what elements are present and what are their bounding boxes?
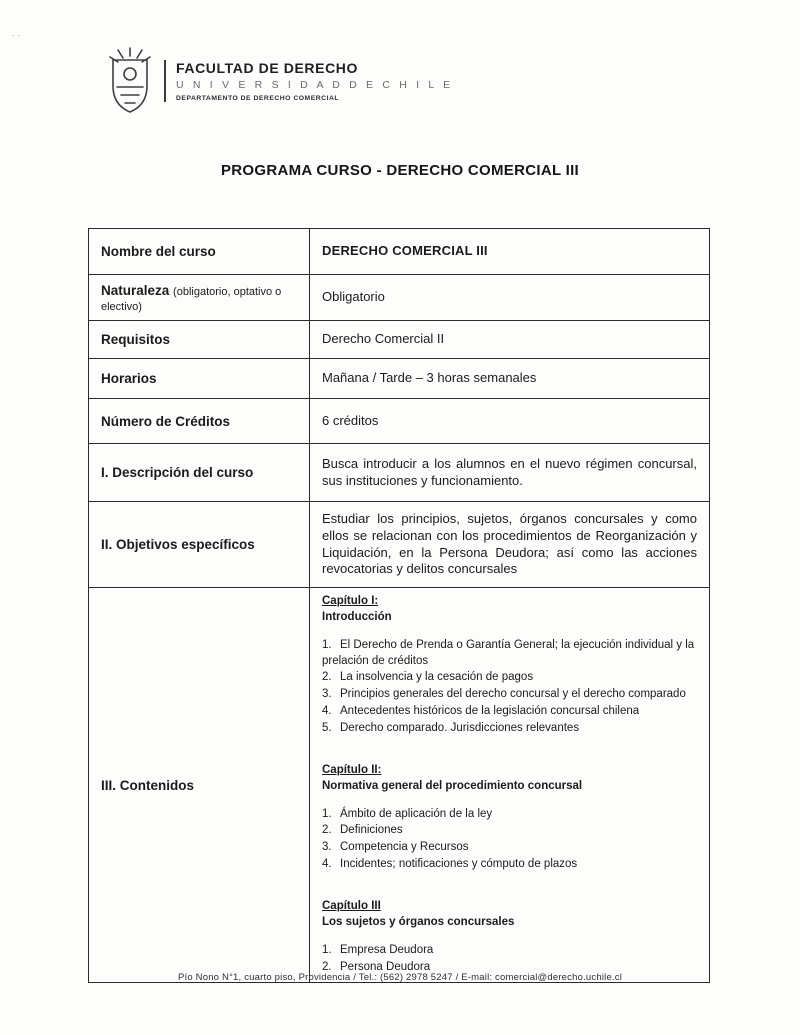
chapter-block bbox=[322, 899, 697, 975]
row-value: 6 créditos bbox=[310, 399, 710, 444]
chapter-item: 3. Principios generales del derecho concursal y el derecho comparado bbox=[322, 688, 686, 701]
chapter-item: 1. Ámbito de aplicación de la ley bbox=[322, 807, 493, 820]
row-label: I. Descripción del curso bbox=[89, 444, 310, 502]
chapter-subtitle: Normativa general del procedimiento concursal bbox=[322, 779, 583, 792]
table-row-requisitos bbox=[89, 321, 710, 359]
row-value: Estudiar los principios, sujetos, órganos concursales y como ellos se relacionan con los procedimientos de Reorganización y Liquidación, en la Persona Deudora; así como las acciones revocatorias y delitos concursales bbox=[310, 502, 710, 588]
chapter-title: Capítulo II: bbox=[322, 763, 382, 776]
contenidos-chapters bbox=[322, 594, 697, 975]
row-label bbox=[89, 275, 310, 321]
chapter-subtitle: Los sujetos y órganos concursales bbox=[322, 915, 515, 928]
chapter-item: 3. Competencia y Recursos bbox=[322, 841, 469, 854]
letterhead bbox=[104, 46, 453, 116]
row-label: Horarios bbox=[89, 359, 310, 399]
row-label-note: (obligatorio, optativo o electivo) bbox=[101, 285, 282, 313]
university-name: U N I V E R S I D A D D E C H I L E bbox=[176, 79, 454, 91]
chapter-item: 2. Persona Deudora bbox=[322, 960, 431, 973]
chapter-block bbox=[322, 763, 697, 873]
chapter-title: Capítulo III bbox=[322, 900, 381, 913]
chapter-item: 1. El Derecho de Prenda o Garantía General; la ejecución individual y la prelación de créditos bbox=[322, 638, 695, 667]
table-row-nombre bbox=[89, 229, 710, 275]
row-label-main: Naturaleza bbox=[101, 282, 170, 298]
chapter-block bbox=[322, 594, 697, 737]
table-row-contenidos bbox=[89, 588, 710, 983]
table-row-descripcion bbox=[89, 444, 710, 502]
row-value: Busca introducir a los alumnos en el nuevo régimen concursal, sus instituciones y funcionamiento. bbox=[310, 444, 710, 502]
chapter-item: 4. Antecedentes históricos de la legislación concursal chilena bbox=[322, 705, 640, 718]
chapter-subtitle: Introducción bbox=[322, 610, 392, 623]
department-name: DEPARTAMENTO DE DERECHO COMERCIAL bbox=[176, 95, 340, 102]
chapter-item: 4. Incidentes; notificaciones y cómputo de plazos bbox=[322, 858, 578, 871]
row-label: Nombre del curso bbox=[89, 229, 310, 275]
table-row-creditos bbox=[89, 399, 710, 444]
row-label: II. Objetivos específicos bbox=[89, 502, 310, 588]
row-label: III. Contenidos bbox=[89, 588, 310, 983]
row-value: DERECHO COMERCIAL III bbox=[310, 229, 710, 275]
chapter-item: 2. La insolvencia y la cesación de pagos bbox=[322, 671, 534, 684]
chapter-item: 2. Definiciones bbox=[322, 824, 403, 837]
chapter-item: 5. Derecho comparado. Jurisdicciones relevantes bbox=[322, 722, 580, 735]
row-value: Derecho Comercial II bbox=[310, 321, 710, 359]
chapter-item: 1. Empresa Deudora bbox=[322, 943, 434, 956]
row-label: Requisitos bbox=[89, 321, 310, 359]
row-value: Mañana / Tarde – 3 horas semanales bbox=[310, 359, 710, 399]
document-title: PROGRAMA CURSO - DERECHO COMERCIAL III bbox=[220, 162, 580, 179]
row-label: Número de Créditos bbox=[89, 399, 310, 444]
footer-contact: Pío Nono N°1, cuarto piso, Providencia / Tel.: (562) 2978 5247 / E-mail: comercial@derecho.uchile.cl bbox=[177, 972, 623, 983]
chapter-title: Capítulo I: bbox=[322, 595, 379, 607]
scan-artifact: · · bbox=[12, 30, 21, 40]
table-row-horarios bbox=[89, 359, 710, 399]
table-row-naturaleza bbox=[89, 275, 710, 321]
faculty-name: FACULTAD DE DERECHO bbox=[176, 60, 358, 76]
course-program-table bbox=[88, 228, 710, 983]
row-value: Obligatorio bbox=[310, 275, 710, 321]
contenidos-cell bbox=[310, 588, 710, 983]
letterhead-text bbox=[164, 60, 453, 102]
university-crest-icon bbox=[104, 46, 156, 116]
table-row-objetivos bbox=[89, 502, 710, 588]
